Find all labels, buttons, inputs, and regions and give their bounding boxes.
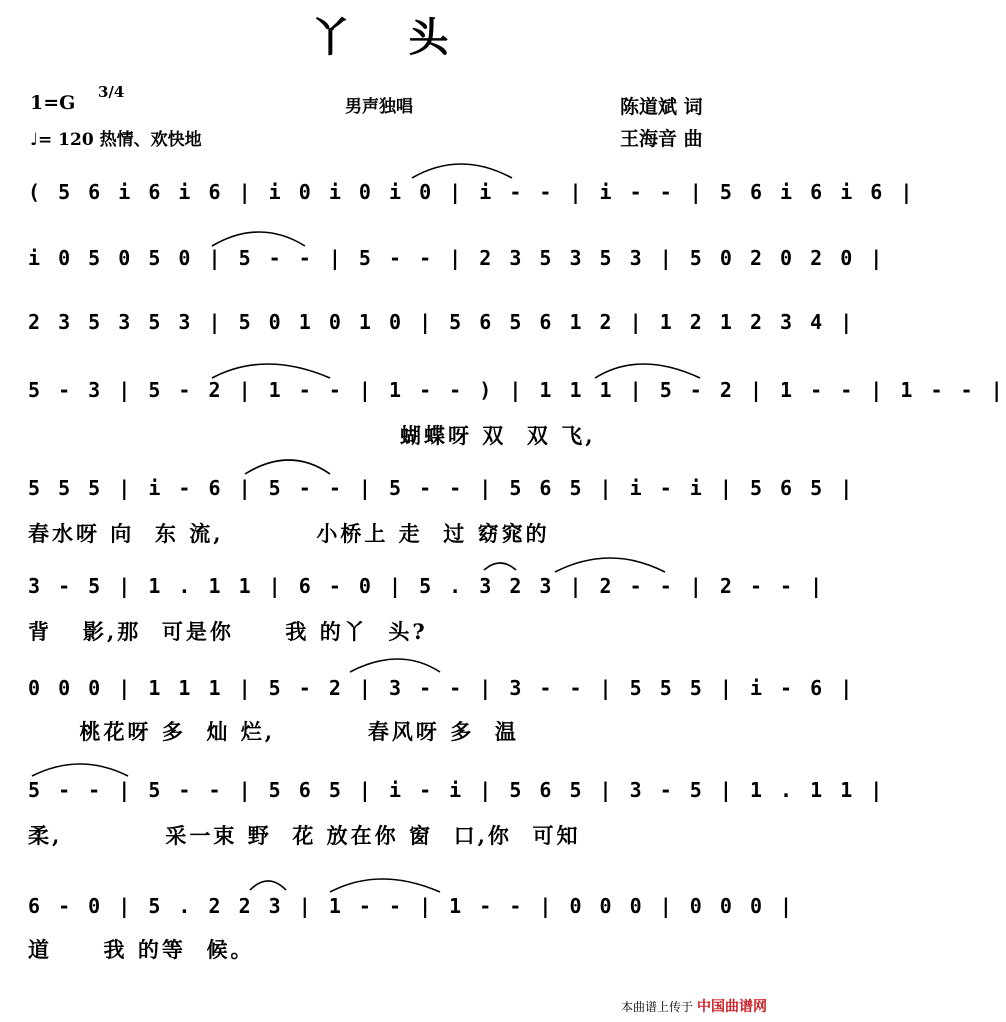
key-signature: 1=G bbox=[30, 92, 76, 114]
notation-line: i 0 5 0 5 0 | 5 - - | 5 - - | 2 3 5 3 5 3 | 5 0 2 0 2 0 | bbox=[28, 246, 886, 270]
lyric-line: 道 我 的等 候。 bbox=[28, 937, 255, 962]
score-row-2 bbox=[28, 238, 886, 278]
site-logo[interactable]: 中国曲谱网 bbox=[697, 999, 767, 1015]
notation-line: 2 3 5 3 5 3 | 5 0 1 0 1 0 | 5 6 5 6 1 2 | 1 2 1 2 3 4 | bbox=[28, 310, 856, 334]
lyric-line: 柔, 采一束 野 花 放在你 窗 口,你 可知 bbox=[28, 823, 581, 848]
notation-line: ( 5 6 i 6 i 6 | i 0 i 0 i 0 | i - - | i - - | 5 6 i 6 i 6 | bbox=[28, 180, 916, 204]
score-row-7 bbox=[28, 668, 856, 708]
time-signature bbox=[98, 84, 124, 100]
score-row-5 bbox=[28, 468, 856, 508]
notation-line: 5 - - | 5 - - | 5 6 5 | i - i | 5 6 5 | 3 - 5 | 1 . 1 1 | bbox=[28, 778, 886, 802]
song-title: 丫 头 bbox=[310, 14, 471, 61]
score-row-1 bbox=[28, 172, 916, 212]
score-row-8 bbox=[28, 770, 886, 810]
score-row-4 bbox=[28, 370, 1006, 410]
footer-credit bbox=[621, 996, 767, 1016]
lyric-line: 蝴蝶呀 双 双 飞, bbox=[400, 423, 596, 448]
lyric-line: 背 影,那 可是你 我 的丫 头? bbox=[28, 619, 428, 644]
lyric-line: 春水呀 向 东 流, 小桥上 走 过 窈窕的 bbox=[28, 521, 550, 546]
lyric-line: 桃花呀 多 灿 烂, 春风呀 多 温 bbox=[28, 719, 519, 744]
score-row-9 bbox=[28, 886, 796, 926]
performance-type: 男声独唱 bbox=[345, 97, 413, 117]
score-row-6 bbox=[28, 566, 826, 606]
score-row-3 bbox=[28, 302, 856, 342]
notation-line: 5 - 3 | 5 - 2 | 1 - - | 1 - - ) | 1 1 1 | 5 - 2 | 1 - - | 1 - - | bbox=[28, 378, 1006, 402]
notation-line: 6 - 0 | 5 . 2 2 3 | 1 - - | 1 - - | 0 0 0 | 0 0 0 | bbox=[28, 894, 796, 918]
notation-line: 0 0 0 | 1 1 1 | 5 - 2 | 3 - - | 3 - - | 5 5 5 | i - 6 | bbox=[28, 676, 856, 700]
footer-text: 本曲谱上传于 bbox=[620, 999, 693, 1014]
time-signature-text: 3/4 bbox=[98, 83, 125, 101]
tempo-marking: ♩= 120 热情、欢快地 bbox=[30, 130, 202, 150]
notation-line: 3 - 5 | 1 . 1 1 | 6 - 0 | 5 . 3 2 3 | 2 - - | 2 - - | bbox=[28, 574, 826, 598]
composer-credit: 王海音 曲 bbox=[620, 128, 703, 150]
lyricist-credit: 陈道斌 词 bbox=[620, 96, 703, 118]
notation-line: 5 5 5 | i - 6 | 5 - - | 5 - - | 5 6 5 | i - i | 5 6 5 | bbox=[28, 476, 856, 500]
